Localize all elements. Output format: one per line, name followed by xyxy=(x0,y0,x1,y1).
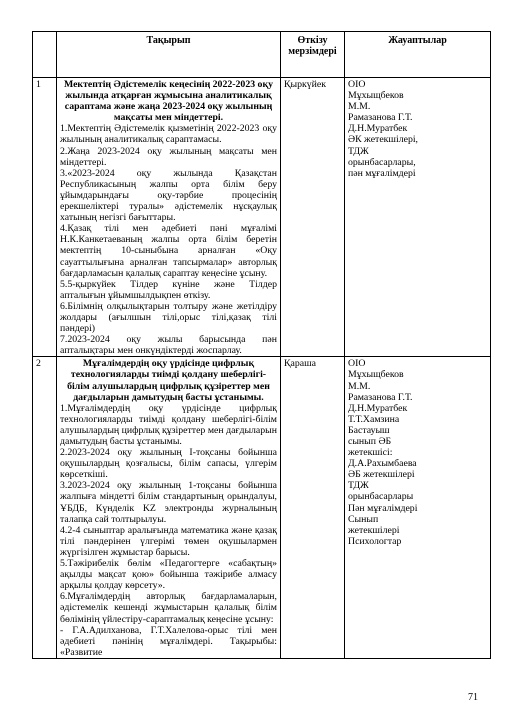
responsible-line: Психологтар xyxy=(348,535,402,547)
topic-item: 6.Мұғалімдердің авторлық бағдарламаларын, әдістемелік кешенді жұмыстарын қалалық білім бөлімінің үйлестіру-сараптамалық кеңесіне ұсыну: xyxy=(60,591,277,625)
responsible-line: ТДЖ xyxy=(348,480,369,492)
header-responsible: Жауаптылар xyxy=(345,32,491,78)
row-topic xyxy=(57,357,281,659)
topic-item: 3.«2023-2024 оқу жылында Қазақстан Республикасының жалпы орта білім беру ұйымдарындағы оқу-тәрбие процесінің ерекшеліктері туралы» әдістемелік нұсқаулық хатының негізгі бағыттары. xyxy=(60,167,277,224)
responsible-line: ОІО xyxy=(348,358,366,370)
responsible-line: Мұхыщбеков xyxy=(348,90,404,102)
topic-item: 3.2023-2024 оқу жылының 1-тоқсаны бойынша жалпыға міндетті білім стандартының орындалуы, ҰБДБ, Күнделік KZ электронды журналының талапқа сай толтырылуы. xyxy=(60,480,277,525)
responsible-line: ӘБ жетекшілері xyxy=(348,469,415,481)
topic-item: 1.Мектептің Әдістемелік қызметінің 2022-2023 оқу жылының аналитикалық сараптамасы. xyxy=(60,123,277,146)
row-responsible xyxy=(345,357,491,659)
table-row xyxy=(33,78,491,357)
responsible-line: Д.Н.Муратбек xyxy=(348,402,408,414)
responsible-line: жетекшісі: xyxy=(348,447,393,459)
responsible-line: орынбасарлары xyxy=(348,491,414,503)
topic-item: 1.Мұғалімдердің оқу үрдісінде цифрлық технологияларды тиімді қолдану шеберлігі-білім алушылардың цифрлық құзіреттер мен дағдыларын дамытудың басты ұстанымы. xyxy=(60,402,277,447)
row-number: 2 xyxy=(33,357,57,659)
table-header-row xyxy=(33,32,491,78)
row-topic xyxy=(57,78,281,357)
plan-table xyxy=(32,31,491,659)
responsible-line: пән мұғалімдері xyxy=(348,167,416,179)
topic-item: 2.2023-2024 оқу жылының І-тоқсаны бойынша оқушылардың қозғалысы, білім сапасы, үлгерім көрсеткіші. xyxy=(60,447,277,481)
row-responsible xyxy=(345,78,491,357)
topic-item: 6.Білімнің олқылықтарын толтыру және жетілдіру жолдары (ағылшын тілі,орыс тілі,қазақ тілі пәндері) xyxy=(60,300,277,335)
responsible-line: ОІО xyxy=(348,79,366,90)
responsible-line: ӘК жетекшілері, xyxy=(348,134,419,146)
responsible-line: ТДЖ xyxy=(348,145,369,157)
responsible-line: жетекшілері xyxy=(348,524,400,536)
topic-item: 4.Қазақ тілі мен әдебиеті пәні мұғалімі Н.К.Канкетаеваның жалпы орта білім беретін мектептің 10-сыныбына арналған «Оқу сауаттылығына арналған тапсырмалар» авторлық бағдарламасын қалалық сараптау кеңесіне ұсыну. xyxy=(60,223,277,279)
topic-item: 4.2-4 сыныптар аралығында математика және қазақ тілі пәндерінен үлгерімі төмен оқушылармен жүргізілген жұмыстар барысы. xyxy=(60,524,277,558)
row-time: Қыркүйек xyxy=(281,78,345,357)
responsible-line: Рамазанова Г.Т. xyxy=(348,391,413,403)
topic-item: - Г.А.Адилханова, Г.Т.Халелова-орыс тілі мен әдебиеті пәнінің мұғалімдері. Тақырыбы: «Развитие xyxy=(60,624,277,658)
responsible-line: Д.Н.Муратбек xyxy=(348,123,408,135)
topic-item: 7.2023-2024 оқу жылы барысында пән апталықтары мен онкүндіктерді жоспарлау. xyxy=(60,334,277,357)
responsible-line: орынбасарлары, xyxy=(348,156,416,168)
topic-item: 5.Тәжірибелік бөлім «Педагогтерге «сабақтың» ақылды мақсат қою» бойынша тәжірибе алмасу арқылы қолдау көрсету». xyxy=(60,558,277,592)
topic-item: 5.5-қыркүйек Тілдер күніне және Тілдер апталығын ұйымшылдықпен өткізу. xyxy=(60,278,277,301)
header-num xyxy=(33,32,57,78)
row-number: 1 xyxy=(33,78,57,357)
page-number: 71 xyxy=(468,692,478,703)
responsible-line: Мұхыщбеков xyxy=(348,369,404,381)
row-time: Қараша xyxy=(281,357,345,659)
responsible-line: Бастауыш xyxy=(348,424,390,436)
header-time: Өткізу мерзімдері xyxy=(281,32,345,78)
responsible-line: Пән мұғалімдері xyxy=(348,502,418,514)
topic-item: 2.Жаңа 2023-2024 оқу жылының мақсаты мен міндеттері. xyxy=(60,145,277,168)
responsible-line: М.М. xyxy=(348,101,371,113)
responsible-line: Рамазанова Г.Т. xyxy=(348,112,413,124)
topic-title: Мектептің Әдістемелік кеңесінің 2022-2023 оқу жылында атқарған жұмысына аналитикалық сараптама және жаңа 2023-2024 оқу жылының мақсаты мен міндеттері. xyxy=(63,79,274,124)
responsible-line: Сынып xyxy=(348,513,379,525)
header-topic: Тақырып xyxy=(57,32,281,78)
table-row xyxy=(33,357,491,659)
responsible-line: Т.Т.Хамзина xyxy=(348,413,400,425)
topic-title: Мұғалімдердің оқу үрдісінде цифрлық технологияларды тиімді қолдану шеберлігі-білім алушылардың цифрлық құзіреттер мен дағдыларын дамытудың басты ұстанымы. xyxy=(67,358,270,403)
responsible-line: сынып ӘБ xyxy=(348,436,392,447)
responsible-line: М.М. xyxy=(348,380,371,392)
responsible-line: Д.А.Рахымбаева xyxy=(348,458,417,470)
